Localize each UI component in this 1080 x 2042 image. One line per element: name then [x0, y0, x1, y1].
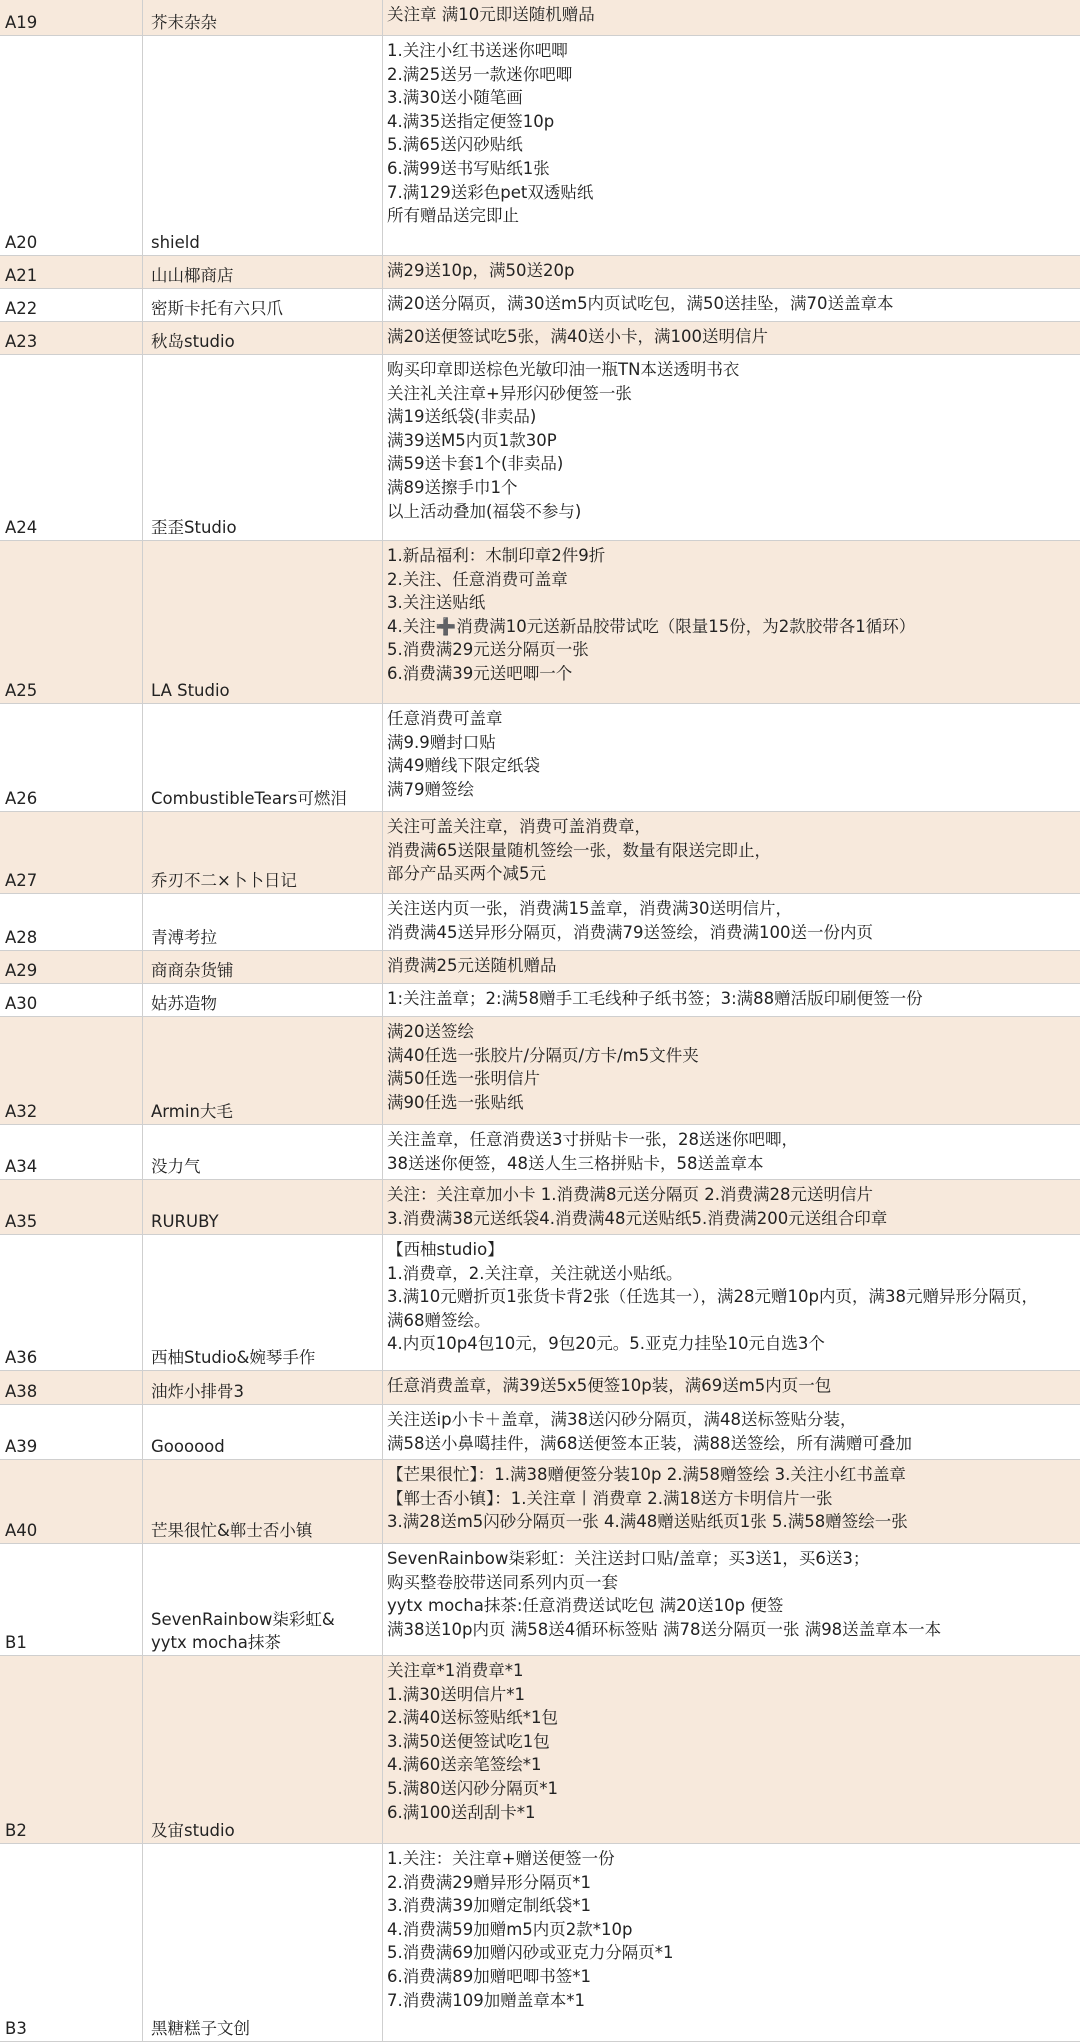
shop-name-line: 青溥考拉 — [151, 928, 217, 948]
table-row — [0, 704, 1080, 812]
promotion-cell — [383, 322, 1080, 354]
shop-name-line: 及宙studio — [151, 1821, 235, 1841]
shop-name-line: SevenRainbow柒彩虹& — [151, 1609, 335, 1629]
promotion-cell — [383, 1405, 1080, 1459]
booth-id-cell — [0, 1405, 143, 1459]
promotion-line: 1.满30送明信片*1 — [387, 1684, 525, 1704]
table-row — [0, 256, 1080, 289]
booth-id-cell — [0, 1017, 143, 1124]
shop-name-cell — [143, 894, 383, 950]
promotion-line: 满20送签绘 — [387, 1022, 474, 1041]
promotion-line: 满68赠签绘。 — [387, 1310, 491, 1330]
shop-name-cell — [143, 1125, 383, 1179]
promotion-line: 满40任选一张胶片/分隔页/方卡/m5文件夹 — [387, 1045, 699, 1065]
promotion-cell — [383, 289, 1080, 321]
promotion-line: 满19送纸袋(非卖品) — [387, 407, 537, 427]
promotion-line: 满39送M5内页1款30P — [387, 430, 557, 450]
shop-name-cell — [143, 704, 383, 811]
promotion-cell — [383, 36, 1080, 255]
shop-name-line: 芒果很忙&郸士否小镇 — [151, 1521, 313, 1541]
promotion-line: 7.满129送彩色pet双透贴纸 — [387, 182, 594, 202]
shop-name-cell — [143, 1017, 383, 1124]
promotion-line: 6.满99送书写贴纸1张 — [387, 158, 550, 178]
booth-id: A26 — [5, 789, 38, 809]
shop-name — [151, 1100, 233, 1124]
promotion-line: 4.满35送指定便签10p — [387, 111, 555, 131]
shop-name-cell — [143, 355, 383, 540]
promotion-line: 4.关注➕消费满10元送新品胶带试吃（限量15份，为2款胶带各1循环） — [387, 616, 916, 636]
promotion-line: 满89送擦手巾1个 — [387, 477, 518, 497]
shop-name-line: 没力气 — [151, 1157, 201, 1177]
table-row — [0, 1180, 1080, 1235]
promotion-line: 关注可盖关注章，消费可盖消费章， — [387, 817, 651, 836]
shop-name — [151, 1380, 244, 1404]
shop-name — [151, 959, 234, 983]
booth-id: A40 — [5, 1521, 38, 1541]
promotion-line: 消费满45送异形分隔页，消费满79送签绘，消费满100送一份内页 — [387, 922, 873, 942]
promotion-line: 2.满25送另一款迷你吧唧 — [387, 64, 573, 84]
promotion-line: 关注送ip小卡＋盖章，满38送闪砂分隔页，满48送标签贴分装， — [387, 1410, 857, 1429]
shop-name-cell — [143, 36, 383, 255]
shop-name-line: Goooood — [151, 1437, 225, 1457]
promotion-line: 5.消费满69加赠闪砂或亚克力分隔页*1 — [387, 1943, 674, 1963]
promotion-line: SevenRainbow柒彩虹：关注送封口贴/盖章；买3送1，买6送3； — [387, 1549, 870, 1568]
shop-name-cell — [143, 1844, 383, 2041]
table-row — [0, 36, 1080, 256]
shop-name-cell — [143, 1460, 383, 1543]
shop-name-cell — [143, 1544, 383, 1655]
booth-id: A21 — [5, 266, 38, 286]
shop-name — [151, 231, 200, 255]
promotion-line: 38送迷你便签，48送人生三格拼贴卡，58送盖章本 — [387, 1153, 764, 1173]
booth-id-cell — [0, 1656, 143, 1843]
promotion-line: 5.消费满29元送分隔页一张 — [387, 640, 589, 660]
shop-name — [151, 2017, 250, 2041]
shop-name-cell — [143, 0, 383, 35]
promotion-line: 任意消费盖章，满39送5x5便签10p装，满69送m5内页一包 — [387, 1376, 832, 1395]
shop-name-cell — [143, 289, 383, 321]
booth-id: A22 — [5, 299, 38, 319]
shop-name-cell — [143, 256, 383, 288]
shop-name — [151, 926, 217, 950]
table-row — [0, 1656, 1080, 1844]
shop-name-line: 山山椰商店 — [151, 266, 234, 286]
booth-id: A20 — [5, 233, 38, 253]
promotion-cell — [383, 984, 1080, 1016]
shop-name-line: shield — [151, 233, 200, 253]
booth-id: A34 — [5, 1157, 38, 1177]
shop-name-line: RURUBY — [151, 1212, 219, 1232]
promotion-cell — [383, 541, 1080, 703]
promotion-line: 1:关注盖章；2:满58赠手工毛线种子纸书签；3:满88赠活版印刷便签一份 — [387, 989, 923, 1008]
shop-name-cell — [143, 1235, 383, 1370]
promotion-line: 2.满40送标签贴纸*1包 — [387, 1708, 558, 1728]
table-row — [0, 1125, 1080, 1180]
promotion-cell — [383, 1180, 1080, 1234]
booth-id: B2 — [5, 1821, 27, 1841]
promotion-line: 6.满100送刮刮卡*1 — [387, 1802, 536, 1822]
table-row — [0, 1544, 1080, 1656]
promotion-line: 3.消费满39加赠定制纸袋*1 — [387, 1896, 591, 1916]
shop-name — [151, 1346, 315, 1370]
booth-id: A19 — [5, 13, 38, 33]
table-row — [0, 1017, 1080, 1125]
shop-name-cell — [143, 322, 383, 354]
promotion-line: 满38送10p内页 满58送4循环标签贴 满78送分隔页一张 满98送盖章本一本 — [387, 1619, 942, 1639]
table-row — [0, 0, 1080, 36]
shop-name — [151, 1435, 225, 1459]
shop-name-line: 秋岛studio — [151, 332, 235, 352]
booth-id-cell — [0, 894, 143, 950]
booth-id-cell — [0, 1180, 143, 1234]
promotion-line: 消费满25元送随机赠品 — [387, 956, 557, 975]
table-row — [0, 289, 1080, 322]
shop-name — [151, 516, 237, 540]
booth-id: B3 — [5, 2019, 27, 2039]
booth-id: A32 — [5, 1102, 38, 1122]
promotion-line: 3.消费满38元送纸袋4.消费满48元送贴纸5.消费满200元送组合印章 — [387, 1208, 888, 1228]
table-row — [0, 984, 1080, 1017]
promotion-line: 部分产品买两个减5元 — [387, 864, 546, 884]
promotion-line: 7.消费满109加赠盖章本*1 — [387, 1990, 585, 2010]
booth-id: A35 — [5, 1212, 38, 1232]
promotion-cell — [383, 951, 1080, 983]
promotion-line: 所有赠品送完即止 — [387, 206, 519, 226]
shop-name-cell — [143, 1405, 383, 1459]
booth-id-cell — [0, 0, 143, 35]
promotion-line: 满79赠签绘 — [387, 779, 474, 799]
shop-name-line: 乔刃不二×卜卜日记 — [151, 871, 297, 891]
shop-name — [151, 787, 347, 811]
booth-id: A36 — [5, 1348, 38, 1368]
table-row — [0, 541, 1080, 704]
promotion-cell — [383, 812, 1080, 893]
promotion-line: 满49赠线下限定纸袋 — [387, 756, 540, 776]
booth-id: A25 — [5, 681, 38, 701]
booth-id: A39 — [5, 1437, 38, 1457]
promotion-line: 2.消费满29赠异形分隔页*1 — [387, 1872, 591, 1892]
booth-id: A30 — [5, 994, 38, 1014]
shop-name — [151, 330, 235, 354]
shop-name-line: Armin大毛 — [151, 1102, 233, 1122]
promotion-line: 4.满60送亲笔签绘*1 — [387, 1755, 542, 1775]
promotion-line: 3.满50送便签试吃1包 — [387, 1731, 550, 1751]
promotion-line: yytx mocha抹茶:任意消费送试吃包 满20送10p 便签 — [387, 1596, 784, 1616]
promotion-line: 以上活动叠加(福袋不参与) — [387, 501, 582, 521]
shop-name-line: LA Studio — [151, 681, 230, 701]
promotion-line: 关注章 满10元即送随机赠品 — [387, 5, 595, 24]
table-row — [0, 322, 1080, 355]
promotion-cell — [383, 1656, 1080, 1843]
shop-name-line: 商商杂货铺 — [151, 961, 234, 981]
table-row — [0, 1405, 1080, 1460]
promotion-line: 满29送10p，满50送20p — [387, 261, 575, 280]
shop-name — [151, 1519, 312, 1543]
table-row — [0, 894, 1080, 951]
booth-id-cell — [0, 812, 143, 893]
booth-id-cell — [0, 704, 143, 811]
booth-id-cell — [0, 1844, 143, 2041]
promotion-line: 【西柚studio】 — [387, 1240, 504, 1259]
shop-name — [151, 297, 283, 321]
promotion-line: 5.满65送闪砂贴纸 — [387, 135, 523, 155]
promotion-line: 2.关注、任意消费可盖章 — [387, 569, 568, 589]
promotion-line: 满50任选一张明信片 — [387, 1069, 540, 1089]
table-row — [0, 1460, 1080, 1544]
shop-name-cell — [143, 1180, 383, 1234]
promotion-line: 3.满30送小随笔画 — [387, 88, 523, 108]
shop-name — [151, 264, 234, 288]
shop-name-line: 姑苏造物 — [151, 994, 217, 1014]
promotion-line: 3.关注送贴纸 — [387, 593, 486, 613]
promotion-line: 4.消费满59加赠m5内页2款*10p — [387, 1919, 633, 1939]
shop-name-line: CombustibleTears可燃泪 — [151, 789, 347, 809]
promotion-cell — [383, 256, 1080, 288]
promotion-line: 1.关注：关注章+赠送便签一份 — [387, 1849, 615, 1868]
promotion-line: 购买印章即送棕色光敏印油一瓶TN本送透明书衣 — [387, 360, 740, 379]
table-row — [0, 1235, 1080, 1371]
booth-id-cell — [0, 984, 143, 1016]
promotion-line: 满20送便签试吃5张，满40送小卡，满100送明信片 — [387, 327, 768, 346]
booth-id: A24 — [5, 518, 38, 538]
table-row — [0, 1371, 1080, 1405]
promotion-line: 满9.9赠封口贴 — [387, 732, 496, 752]
promotion-cell — [383, 704, 1080, 811]
booth-id-cell — [0, 289, 143, 321]
promotion-line: 关注送内页一张，消费满15盖章，消费满30送明信片， — [387, 899, 792, 918]
shop-name-line: 芥末杂杂 — [151, 13, 217, 33]
booth-id-cell — [0, 1544, 143, 1655]
table-row — [0, 355, 1080, 541]
booth-id: A29 — [5, 961, 38, 981]
shop-name-line: 歪歪Studio — [151, 518, 237, 538]
promotion-cell — [383, 1844, 1080, 2041]
promotion-line: 任意消费可盖章 — [387, 709, 503, 728]
shop-name — [151, 1819, 235, 1843]
booth-id-cell — [0, 1460, 143, 1543]
promotion-cell — [383, 1371, 1080, 1404]
promotion-line: 5.满80送闪砂分隔页*1 — [387, 1778, 558, 1798]
promotion-line: 3.满28送m5闪砂分隔页一张 4.满48赠送贴纸页1张 5.满58赠签绘一张 — [387, 1512, 908, 1532]
promotion-line: 关注章*1消费章*1 — [387, 1661, 524, 1680]
shop-name — [151, 11, 217, 35]
promotion-line: 满20送分隔页，满30送m5内页试吃包，满50送挂坠，满70送盖章本 — [387, 294, 894, 313]
booth-id: A38 — [5, 1382, 38, 1402]
shop-name — [151, 1210, 219, 1234]
booth-id: A23 — [5, 332, 38, 352]
shop-name — [151, 869, 297, 893]
shop-name-line: 密斯卡托有六只爪 — [151, 299, 283, 319]
shop-name-line: yytx mocha抹茶 — [151, 1633, 281, 1653]
booth-id-cell — [0, 355, 143, 540]
shop-name — [151, 992, 217, 1016]
promotion-line: 关注：关注章加小卡 1.消费满8元送分隔页 2.消费满28元送明信片 — [387, 1185, 873, 1204]
promotion-cell — [383, 1125, 1080, 1179]
table-row — [0, 812, 1080, 894]
promotion-line: 关注盖章，任意消费送3寸拼贴卡一张，28送迷你吧唧， — [387, 1130, 798, 1149]
shop-name-cell — [143, 951, 383, 983]
promotion-line: 【芒果很忙】：1.满38赠便签分装10p 2.满58赠签绘 3.关注小红书盖章 — [387, 1465, 906, 1484]
booth-id-cell — [0, 36, 143, 255]
shop-name-line: 油炸小排骨3 — [151, 1382, 244, 1402]
promotion-line: 3.满10元赠折页1张货卡背2张（任选其一），满28元赠10p内页，满38元赠异形分隔页， — [387, 1287, 1038, 1307]
booth-id-cell — [0, 951, 143, 983]
promotion-line: 6.消费满89加赠吧唧书签*1 — [387, 1966, 591, 1986]
shop-name — [151, 1155, 201, 1179]
promotion-line: 消费满65送限量随机签绘一张，数量有限送完即止， — [387, 840, 771, 860]
booth-id: A27 — [5, 871, 38, 891]
shop-name-cell — [143, 812, 383, 893]
promotion-cell — [383, 1235, 1080, 1370]
booth-id: B1 — [5, 1633, 27, 1653]
promotion-cell — [383, 1460, 1080, 1543]
promotion-line: 1.新品福利：木制印章2件9折 — [387, 546, 606, 565]
promotion-line: 【郸士否小镇】：1.关注章丨消费章 2.满18送方卡明信片一张 — [387, 1488, 833, 1508]
promotion-cell — [383, 355, 1080, 540]
promotion-cell — [383, 1017, 1080, 1124]
shop-name-cell — [143, 1371, 383, 1404]
promotion-line: 满59送卡套1个(非卖品) — [387, 454, 564, 474]
promotion-cell — [383, 1544, 1080, 1655]
promotion-line: 关注礼关注章+异形闪砂便签一张 — [387, 383, 632, 403]
shop-name-cell — [143, 984, 383, 1016]
booth-id: A28 — [5, 928, 38, 948]
table-row — [0, 951, 1080, 984]
shop-name-line: 西柚Studio&婉琴手作 — [151, 1348, 316, 1368]
promotion-cell — [383, 0, 1080, 35]
booth-id-cell — [0, 1235, 143, 1370]
promotion-line: 满90任选一张贴纸 — [387, 1092, 524, 1112]
booth-id-cell — [0, 256, 143, 288]
promotion-line: 满58送小鼻噶挂件，满68送便签本正装，满88送签绘，所有满赠可叠加 — [387, 1433, 912, 1453]
table-row — [0, 1844, 1080, 2042]
promotion-line: 4.内页10p4包10元，9包20元。5.亚克力挂坠10元自选3个 — [387, 1334, 825, 1354]
promotion-line: 购买整卷胶带送同系列内页一套 — [387, 1572, 618, 1592]
booth-id-cell — [0, 541, 143, 703]
booth-id-cell — [0, 1125, 143, 1179]
shop-name-cell — [143, 541, 383, 703]
booth-id-cell — [0, 322, 143, 354]
booth-id-cell — [0, 1371, 143, 1404]
promotion-line: 6.消费满39元送吧唧一个 — [387, 663, 573, 683]
shop-name-line: 黑糖糕子文创 — [151, 2019, 250, 2039]
promotion-cell — [383, 894, 1080, 950]
promotion-line: 1.消费章，2.关注章，关注就送小贴纸。 — [387, 1263, 683, 1283]
shop-name — [151, 1608, 335, 1655]
shop-name — [151, 679, 230, 703]
shop-name-cell — [143, 1656, 383, 1843]
promotion-line: 1.关注小红书送迷你吧唧 — [387, 41, 568, 60]
